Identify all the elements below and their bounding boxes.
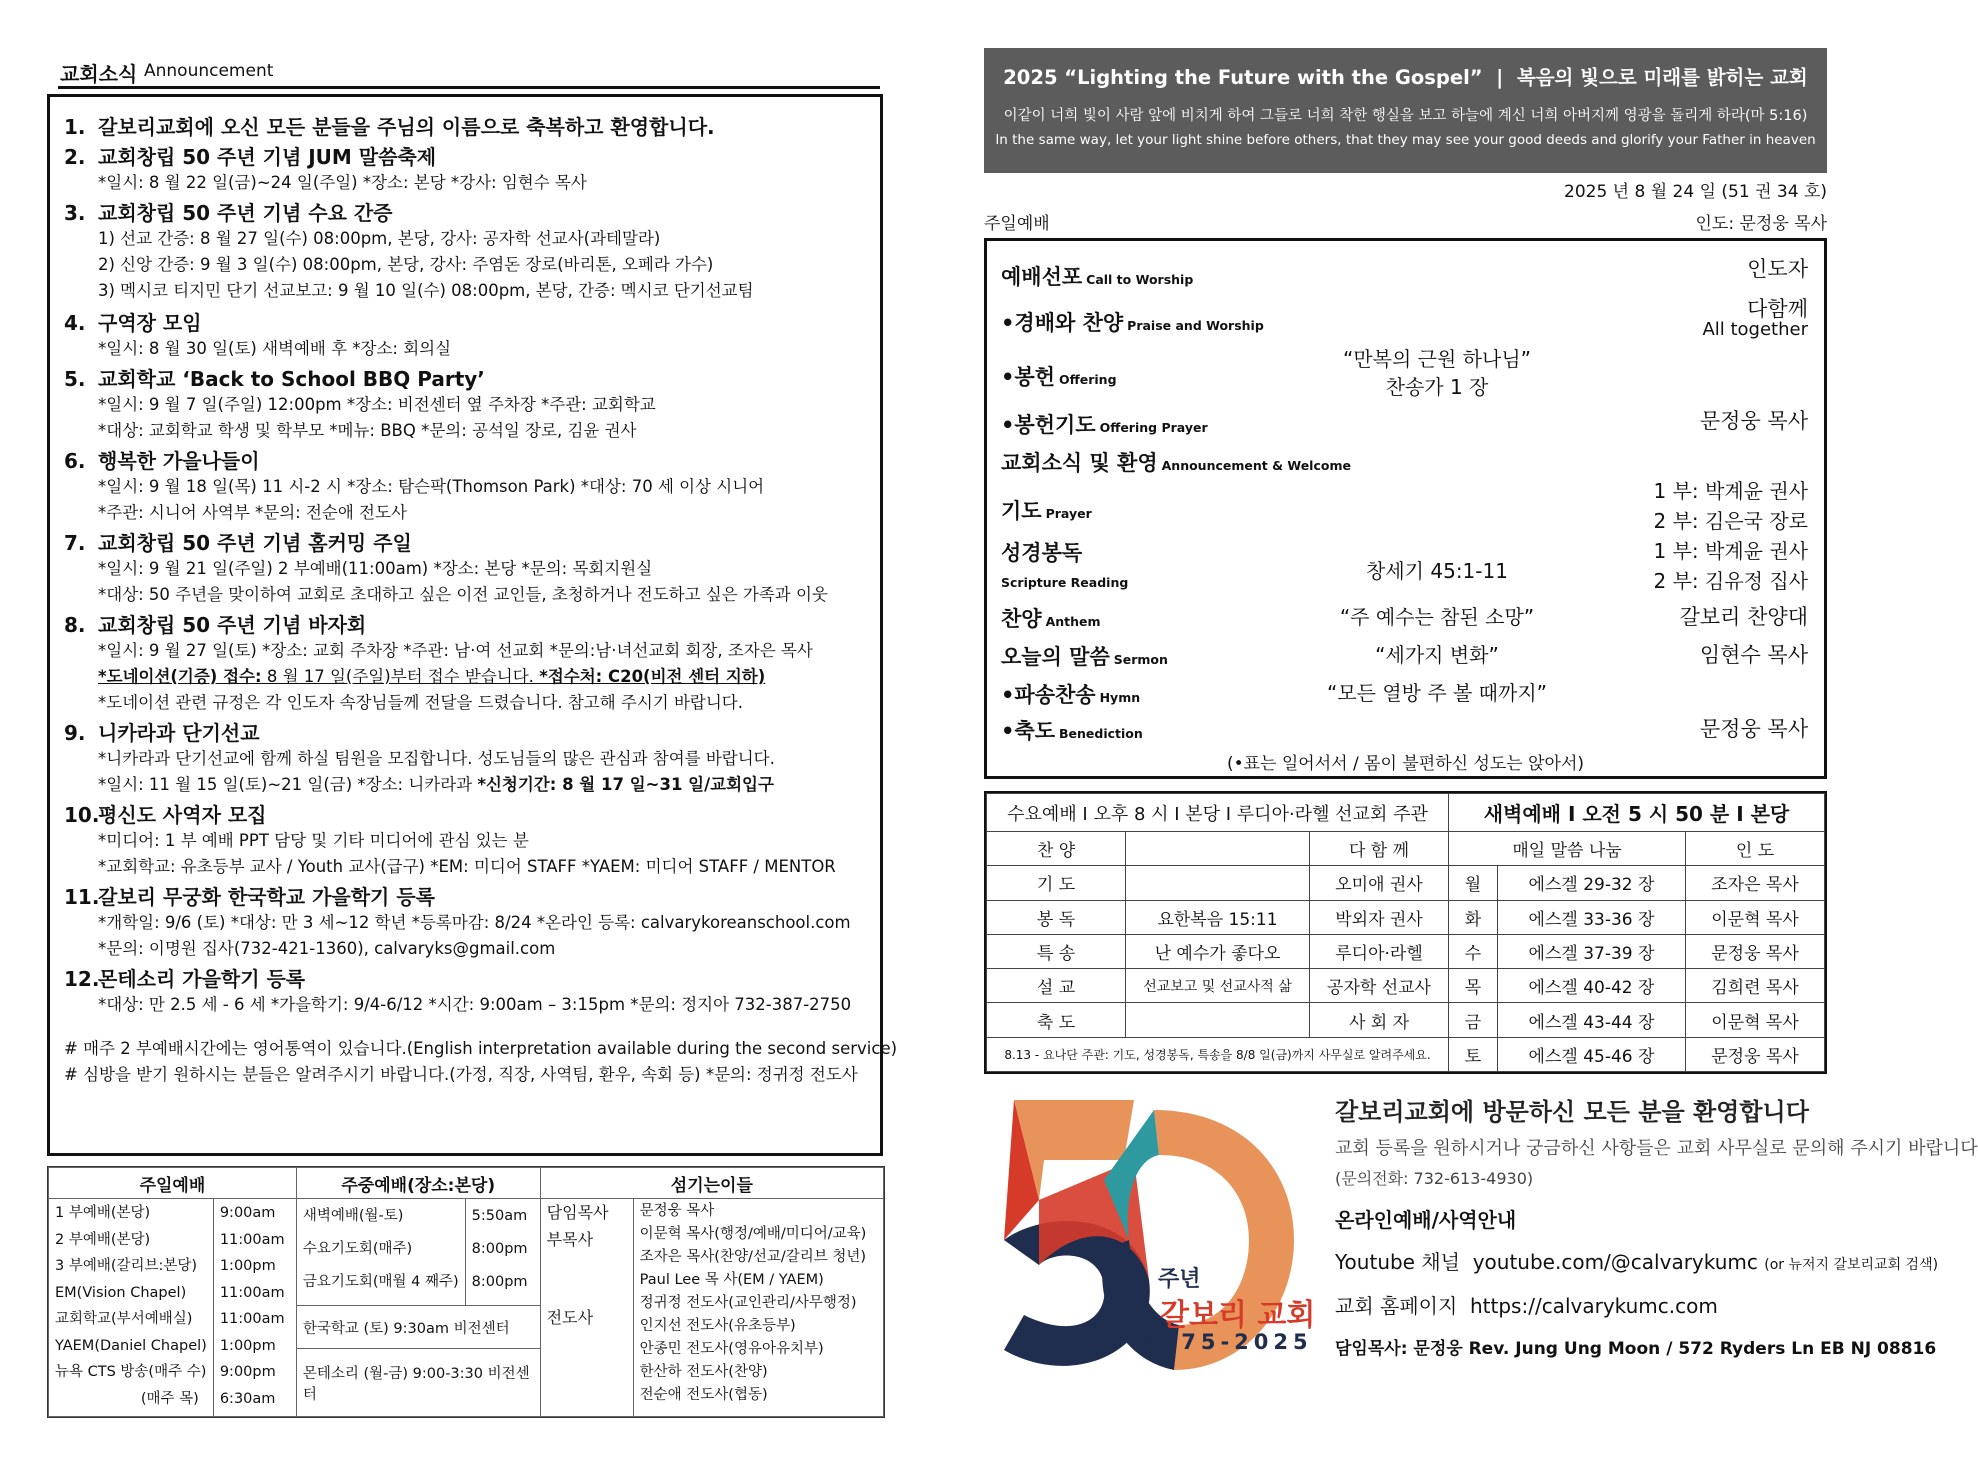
sunday-names: 1 부예배(본당) 2 부예배(본당) 3 부예배(갈리브:본당) EM(Vision Chapel) 교회학교(부서예배실) YAEM(Daniel Chapel) 뉴욕 CTS 방송(매주 수) (매주 목) [49,1199,214,1417]
banner-verse-en: In the same way, let your light shine before others, that they may see your good deeds and glorify your Father in heaven [995,132,1816,148]
announcement-title-en: Announcement [144,61,274,81]
order-footnote: (•표는 일어서서 / 몸이 불편하신 성도는 앉아서) [1226,754,1585,774]
banner-title-ko: 복음의 빛으로 미래를 밝히는 교회 [1516,66,1808,89]
order-item-prayer: 기도 Prayer [1001,499,1092,523]
wed-header: 수요예배 I 오후 8 시 I 본당 I 루디아·라헬 선교회 주관 [987,794,1449,832]
table-row: 축 도 사 회 자 금 에스겔 43-44 장 이문혁 목사 [987,1003,1825,1037]
weekday-names: 새벽예배(월-토) 수요기도회(매주) 금요기도회(매월 4 째주) [296,1199,465,1306]
table-row: 8.13 - 요나단 주관: 기도, 성경봉독, 특송을 8/8 일(금)까지 사무실로 알려주세요. 토 에스겔 45-46 장 문정웅 목사 [987,1037,1825,1071]
youtube-info: Youtube 채널 youtube.com/@calvarykumc (or 뉴저지 갈보리교회 검색) [1335,1250,1939,1274]
announcement-box [47,94,898,1156]
announcement-item-8: 8. 교회창립 50 주년 기념 바자회 *일시: 9 월 27 일(토) *장소: 교회 주차장 *주관: 남·여 선교회 *문의:남·녀선교회 회장, 조자은 목사 *도네이션(기증) 접수: 8 월 17 일(주일)부터 접수 받습니다. *접수처: C20(비전 센터 지하) *도네이션 관련 규정은 각 인도자 속장님들께 전달을 드렸습니다. 참고해 주시기 바랍니다. [64,613,813,712]
announcement-item-12: 12.몬테소리 가을학기 등록 *대상: 만 2.5 세 - 6 세 *가을학기: 9/4-6/12 *시간: 9:00am – 3:15pm *문의: 정지아 732-387-2750 [64,967,852,1014]
announcement-title-ko: 교회소식 [60,62,138,86]
worship-schedule-table [47,1166,885,1418]
order-item-sermon: 오늘의 말씀 Sermon [1001,645,1168,669]
pastor-address: 담임목사: 문정웅 Rev. Jung Ung Moon / 572 Ryders Ln EB NJ 08816 [1335,1339,1937,1359]
dawn-header: 새벽예배 I 오전 5 시 50 분 I 본당 [1449,794,1825,832]
order-item-offering-prayer: •봉헌기도 Offering Prayer [1001,413,1208,437]
announcement-item-1: 1. 갈보리교회에 오신 모든 분들을 주님의 이름으로 축복하고 환영합니다. [64,115,715,139]
order-item-anthem: 찬양 Anthem [1001,607,1101,631]
announcement-item-7: 7. 교회창립 50 주년 기념 홈커밍 주일 *일시: 9 월 21 일(주일) 2 부예배(11:00am) *장소: 본당 *문의: 목회지원실 *대상: 50 주년을 맞이하여 교회로 초대하고 싶은 이전 교인들, 초청하거나 전도하고 싶은 가족과 이웃 [64,531,828,604]
logo-year-span: 1975-2025 [1142,1330,1313,1354]
korean-school-time: 한국학교 (토) 9:30am 비전센터 [296,1306,540,1349]
sunday-header: 주일예배 [49,1168,297,1199]
announcement-header [58,52,880,89]
table-row: 설 교 선교보고 및 선교사적 삶 공자학 선교사 목 에스겔 40-42 장 김희련 목사 [987,969,1825,1003]
announcement-item-9: 9. 니카라과 단기선교 *니카라과 단기선교에 함께 하실 팀원을 모집합니다. 성도님들의 많은 관심과 참여를 바랍니다. *일시: 11 월 15 일(토)~21 일(금) *장소: 니카라과 *신청기간: 8 월 17 일~31 일/교회입구 [64,721,775,794]
announcement-item-6: 6. 행복한 가을나들이 *일시: 9 월 18 일(목) 11 시-2 시 *장소: 탐슨팍(Thomson Park) *대상: 70 세 이상 시니어 *주관: 시니어 사역부 *문의: 전순애 전도사 [64,449,765,522]
announcement-item-2: 2. 교회창립 50 주년 기념 JUM 말씀축제 *일시: 8 월 22 일(금)~24 일(주일) *장소: 본당 *강사: 임현수 목사 [64,145,587,192]
banner-title-en: 2025 “Lighting the Future with the Gospel” [1003,66,1483,89]
announcement-item-3: 3. 교회창립 50 주년 기념 수요 간증 1) 선교 간증: 8 월 27 일(수) 08:00pm, 본당, 강사: 공자학 선교사(과테말라) 2) 신앙 간증: 9 월 3 일(수) 08:00pm, 본당, 강사: 주염돈 장로(바리톤, 오페라 가수) 3) 멕시코 티지민 단기 선교보고: 9 월 10 일(수) 08:00pm, 본당, 간증: 멕시코 단기선교팀 [64,201,754,300]
order-item-offering: •봉헌 Offering [1001,365,1117,389]
note-visitation: # 심방을 받기 원하시는 분들은 알려주시기 바랍니다.(가정, 직장, 사역팀, 환우, 속회 등) *문의: 정귀정 전도사 [64,1065,858,1084]
order-item-praise: •경배와 찬양 Praise and Worship [1001,311,1264,335]
welcome-heading: 갈보리교회에 방문하신 모든 분을 환영합니다 [1335,1098,1809,1126]
order-item-scripture: 성경봉독 [1001,541,1083,565]
youtube-link[interactable]: youtube.com/@calvarykumc [1472,1250,1758,1274]
order-item-hymn: •파송찬송 Hymn [1001,683,1141,707]
banner-verse-ko: 이같이 너희 빛이 사람 앞에 비치게 하여 그들로 너희 착한 행실을 보고 하늘에 계신 너희 아버지께 영광을 돌리게 하라(마 5:16) [1003,108,1808,124]
order-of-worship: 예배선포 Call to Worship 인도자 •경배와 찬양 Praise and Worship 다함께 All together •봉헌 Offering “만복의 근원 하나님” 찬송가 1 장 •봉헌기도 Offering Prayer 문정웅 목사 교회소식 및 환영 Announcement & Welcome 기도 Prayer 1 부: 박계윤 권사 2 부: 김은국 장로 성경봉독 Scripture Reading 창세기 45:1-11 1 부: 박계윤 권사 2 부: 김유정 집사 찬양 Anthem “주 예수는 참된 소망” 갈보리 찬양대 오늘의 말씀 Sermon “세가지 변화” 임현수 목사 •파송찬송 Hymn “모든 열방 주 볼 때까지” •축도 Benediction 문정웅 목사 (•표는 일어서서 / 몸이 불편하신 성도는 앉아서) [984,238,1827,779]
logo-church-name: 갈보리 교회 [1160,1298,1316,1333]
online-title: 온라인예배/사역안내 [1335,1208,1517,1232]
order-item-call: 예배선포 Call to Worship [1001,265,1194,289]
table-row: 봉 독 요한복음 15:11 박외자 권사 화 에스겔 33-36 장 이문혁 목사 [987,900,1825,934]
announcement-item-5: 5. 교회학교 ‘Back to School BBQ Party’ *일시: 9 월 7 일(주일) 12:00pm *장소: 비전센터 옆 주차장 *주관: 교회학교 *대상: 교회학교 학생 및 학부모 *메뉴: BBQ *문의: 공석일 장로, 김윤 권사 [64,367,656,440]
order-item-announcement: 교회소식 및 환영 Announcement & Welcome [1001,451,1351,475]
table-row: 특 송 난 예수가 좋다오 루디아·라헬 수 에스겔 37-39 장 문정웅 목사 [987,934,1825,968]
phone-info: (문의전화: 732-613-4930) [1335,1169,1534,1188]
table-row: 기 도 오미애 권사 월 에스겔 29-32 장 조자은 목사 [987,866,1825,900]
montessori-time: 몬테소리 (월-금) 9:00-3:30 비전센터 [296,1349,540,1417]
homepage-info: 교회 홈페이지 https://calvarykumc.com [1335,1294,1718,1318]
logo-year-text: 주년 [1158,1267,1201,1292]
announcement-item-4: 4. 구역장 모임 *일시: 8 월 30 일(토) 새벽예배 후 *장소: 회의실 [64,311,452,358]
table-row: 찬 양 다 함 께 매일 말씀 나눔 인 도 [987,832,1825,866]
note-interpretation: # 매주 2 부예배시간에는 영어통역이 있습니다.(English interpretation available during the second service) [64,1039,898,1058]
staff-roles: 담임목사 부목사 전도사 [540,1199,633,1417]
weekday-times: 5:50am 8:00pm 8:00pm [465,1199,540,1306]
weekday-service-table [984,791,1827,1074]
weekday-header: 주중예배(장소:본당) [296,1168,540,1199]
sunday-times: 9:00am 11:00am 1:00pm 11:00am 11:00am 1:00pm 9:00pm 6:30am [213,1199,296,1417]
register-info: 교회 등록을 원하시거나 궁금하신 사항들은 교회 사무실로 문의해 주시기 바랍니다 [1335,1138,1978,1159]
bulletin-date: 2025 년 8 월 24 일 (51 권 34 호) [1564,182,1827,202]
sunday-worship-label: 주일예배 [984,214,1050,234]
staff-names: 문정웅 목사 이문혁 목사(행정/예배/미디어/교육) 조자은 목사(찬양/선교/갈리브 청년) Paul Lee 목 사(EM / YAEM) 정귀정 전도사(교인관리/사무행정) 인지선 전도사(유초등부) 안종민 전도사(영유아유치부) 한산하 전도사(찬양) 전순애 전도사(협동) [633,1199,883,1417]
worship-leader: 인도: 문정웅 목사 [1695,214,1827,234]
announcement-item-10: 10.평신도 사역자 모집 *미디어: 1 부 예배 PPT 담당 및 기타 미디어에 관심 있는 분 *교회학교: 유초등부 교사 / Youth 교사(급구) *EM: 미디어 STAFF *YAEM: 미디어 STAFF / MENTOR [64,803,836,876]
announcement-item-11: 11.갈보리 무궁화 한국학교 가을학기 등록 *개학일: 9/6 (토) *대상: 만 3 세~12 학년 *등록마감: 8/24 *온라인 등록: calvarykoreanschool.com *문의: 이명원 집사(732-421-1360), calvaryks@gmail.com [64,885,851,958]
homepage-link[interactable]: https://calvarykumc.com [1470,1294,1718,1318]
staff-header: 섬기는이들 [540,1168,883,1199]
theme-banner: 2025 “Lighting the Future with the Gospel” | 복음의 빛으로 미래를 밝히는 교회 이같이 너희 빛이 사람 앞에 비치게 하여 그들로 너희 착한 행실을 보고 하늘에 계신 너희 아버지께 영광을 돌리게 하라(마 5:16) In the same way, let your light shine before others, that they may see your good deeds and glorify your Father in heaven [984,48,1827,173]
order-item-benediction: •축도 Benediction [1001,719,1143,743]
